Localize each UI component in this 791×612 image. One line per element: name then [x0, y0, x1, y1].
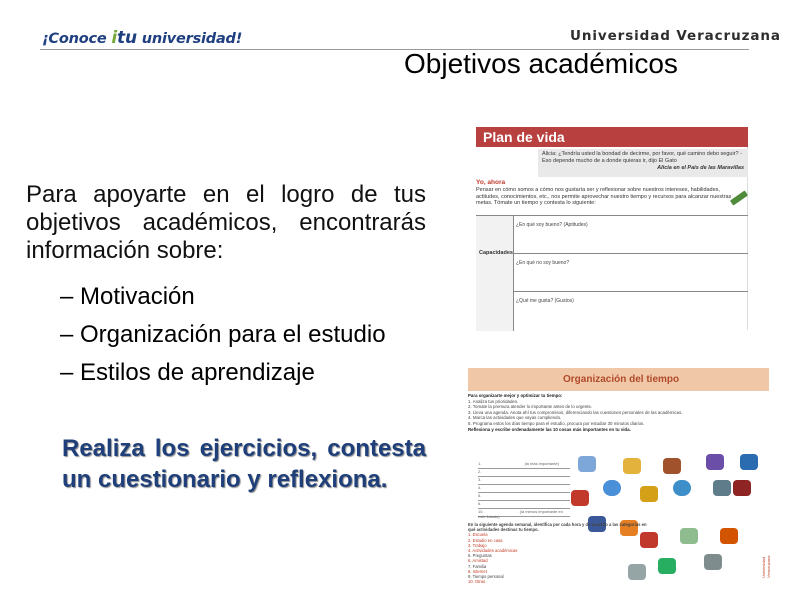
org-line: 6. — [478, 501, 570, 509]
plan-quote — [538, 149, 748, 177]
plan-body: Pensar en cómo somos a cómo nos gustaría ser y reflexionar sobre nuestros intereses, habilidades, actitudes, conocimientos, etc., nos permite aprovechar nuestro tiempo y recursos para alcanzar nuestras metas. Tómate un tiempo y contesta lo siguiente: — [476, 187, 732, 206]
org-line: 2. — [478, 469, 570, 477]
logo-text-d: universidad! — [136, 31, 243, 47]
plan-left-column — [476, 216, 514, 331]
globe-icon — [603, 480, 621, 496]
bottles-icon — [704, 554, 722, 570]
org-step: 5. Programa estos los días tiempo para el estudio, procura por estudiar 30 minutos diarios. — [468, 420, 645, 426]
people-icon — [578, 456, 596, 472]
org-category: 6. Amistad — [468, 558, 488, 564]
plan-quote-text: Alicia: ¿Tendría usted la bondad de decirme, por favor, qué camino debo seguir? -Eso depende mucho de a donde quieras ir, dijo El Gato — [542, 151, 742, 164]
org-numbered-lines — [478, 461, 570, 517]
plan-row-label: ¿Qué me gusta? (Gustos) — [516, 298, 574, 304]
org-category: 5. Preguntas — [468, 553, 492, 559]
calculator-icon — [733, 480, 751, 496]
computer-icon — [713, 480, 731, 496]
org-agenda-instructions: En la siguiente agenda semanal, identifica por cada hora y de acuerdo a las categorías en qué actividades destinas tu tiempo. — [468, 522, 647, 533]
trophy-icon — [640, 486, 658, 502]
org-line: 5. — [478, 493, 570, 501]
plan-row — [514, 216, 748, 254]
organizacion-del-tiempo-thumbnail — [468, 368, 769, 583]
plan-row — [514, 254, 748, 292]
org-step: 4. Marca las actividades que vayas cumpliendo. — [468, 415, 562, 421]
org-category: 9. Tiempo personal — [468, 574, 504, 580]
org-line-hint: (la más importante) — [524, 461, 559, 466]
org-category-list — [468, 522, 648, 584]
plan-de-vida-thumbnail — [476, 127, 748, 330]
org-line: 4. — [478, 485, 570, 493]
call-to-action-text: Realiza los ejercicios, contesta un cuestionario y reflexiona. — [62, 435, 426, 493]
org-line: 10. (la menos importante en este listado) — [478, 509, 570, 517]
org-reflect: Reflexiona y escribe ordenadamente las 10 cosas más importantes en tu vida. — [468, 426, 631, 432]
bullet-item: – Organización para el estudio — [60, 316, 386, 354]
org-instructions — [468, 393, 758, 432]
intro-paragraph: Para apoyarte en el logro de tus objetivos académicos, encontrarás información sobre: — [26, 181, 426, 264]
org-title: Organización del tiempo — [563, 374, 680, 385]
org-side-label: Universidad Veracruzana — [761, 555, 771, 578]
plan-subtitle: Yo, ahora — [476, 179, 506, 186]
plan-row-label: ¿En qué no soy bueno? — [516, 260, 570, 266]
org-intro: Para organizarte mejor y optimizar tu tiempo: — [468, 393, 563, 398]
org-line-hint: (la menos importante en este listado) — [478, 509, 563, 519]
plan-quote-signature: Alicia en el País de las Maravillas — [657, 165, 744, 171]
org-category: 10. Otras — [468, 579, 486, 585]
org-step: 2. Tomate la premura atender lo importante antes de lo urgente. — [468, 404, 593, 410]
bullet-item: – Motivación — [60, 278, 386, 316]
org-line: 3. — [478, 477, 570, 485]
notebook-icon — [680, 528, 698, 544]
org-step: 1. Analiza tus prioridades. — [468, 398, 519, 404]
plan-table — [476, 215, 748, 330]
grapes-icon — [706, 454, 724, 470]
capacidades-label: Capacidades — [479, 250, 513, 256]
logo-text-i: i — [111, 28, 118, 48]
org-category: 1. Escuela — [468, 532, 488, 538]
logo-text-a: ¡Conoce — [42, 31, 112, 47]
slide-title: Objetivos académicos — [404, 48, 678, 79]
tshirt-icon — [740, 454, 758, 470]
clock-icon — [673, 480, 691, 496]
plan-row — [514, 292, 748, 330]
money-icon — [658, 558, 676, 574]
logo-text-tu: tu — [117, 28, 137, 48]
cup-icon — [663, 458, 681, 474]
org-step: 3. Lleva una agenda. Anota ahí tus compromisos, diferenciando las cuestiones personales de las académicas. — [468, 409, 683, 415]
plan-title: Plan de vida — [483, 129, 565, 145]
org-category: 2. Estudio en casa — [468, 537, 503, 543]
org-line: 1. (la más importante) — [478, 461, 570, 469]
conoce-tu-universidad-logo — [42, 28, 242, 48]
org-category: 7. Familia — [468, 563, 487, 569]
tools-icon — [720, 528, 738, 544]
basketball-icon — [623, 458, 641, 474]
org-category: 3. Trabajo — [468, 542, 487, 548]
bullet-item: – Estilos de aprendizaje — [60, 354, 386, 392]
org-category: 4. Actividades académicas — [468, 548, 518, 554]
bullet-list — [60, 278, 386, 392]
house-icon — [571, 490, 589, 506]
plan-row-label: ¿En qué soy bueno? (Aptitudes) — [516, 222, 588, 228]
universidad-veracruzana-logo: Universidad Veracruzana — [570, 28, 781, 44]
org-category: 8. Internet — [468, 568, 487, 574]
